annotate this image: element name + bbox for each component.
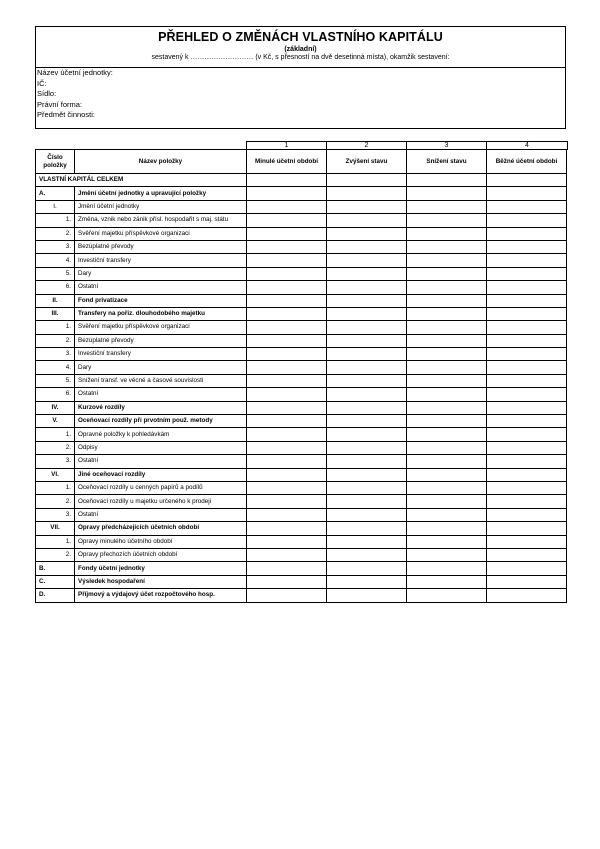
value-cell[interactable] (407, 294, 487, 307)
value-cell[interactable] (487, 415, 567, 428)
table-row (36, 455, 567, 468)
table-row (36, 508, 567, 521)
item-name: Ostatní (75, 508, 247, 521)
item-number: 3. (36, 240, 75, 253)
value-cell[interactable] (327, 254, 407, 267)
table-row (36, 428, 567, 441)
value-cell[interactable] (327, 455, 407, 468)
header-increase: Zvýšení stavu (327, 150, 407, 174)
value-cell[interactable] (327, 361, 407, 374)
value-cell[interactable] (407, 227, 487, 240)
item-number: II. (36, 294, 75, 307)
value-cell[interactable] (247, 508, 327, 521)
value-cell[interactable] (327, 495, 407, 508)
item-number: 2. (36, 227, 75, 240)
item-number: 3. (36, 348, 75, 361)
value-cell[interactable] (327, 321, 407, 334)
table-row (36, 441, 567, 454)
value-cell[interactable] (247, 481, 327, 494)
value-cell[interactable] (487, 575, 567, 588)
item-number: 6. (36, 388, 75, 401)
item-name: Jmění účetní jednotky (75, 200, 247, 213)
value-cell[interactable] (407, 495, 487, 508)
value-cell[interactable] (487, 334, 567, 347)
table-row (36, 522, 567, 535)
form-header (35, 26, 566, 68)
value-cell[interactable] (487, 227, 567, 240)
table-row (36, 575, 567, 588)
value-cell[interactable] (247, 535, 327, 548)
value-cell[interactable] (407, 535, 487, 548)
value-cell[interactable] (487, 240, 567, 253)
table-row (36, 214, 567, 227)
value-cell[interactable] (407, 548, 487, 561)
item-name: Bezúplatné převody (75, 334, 247, 347)
entity-seat-label: Sídlo: (37, 89, 57, 99)
value-cell[interactable] (327, 334, 407, 347)
table-row (36, 321, 567, 334)
item-name: Fondy účetní jednotky (75, 562, 247, 575)
value-cell[interactable] (247, 562, 327, 575)
item-name: Jiné oceňovací rozdíly (75, 468, 247, 481)
value-cell[interactable] (247, 548, 327, 561)
table-row (36, 468, 567, 481)
value-cell[interactable] (487, 562, 567, 575)
entity-activity-label: Předmět činnosti: (37, 110, 95, 120)
item-number: 3. (36, 455, 75, 468)
value-cell[interactable] (487, 200, 567, 213)
value-cell[interactable] (407, 374, 487, 387)
value-cell[interactable] (327, 575, 407, 588)
value-cell[interactable] (407, 321, 487, 334)
item-number: 5. (36, 374, 75, 387)
item-number: 1. (36, 535, 75, 548)
item-number: VII. (36, 522, 75, 535)
item-number: 5. (36, 267, 75, 280)
value-cell[interactable] (487, 495, 567, 508)
value-cell[interactable] (247, 575, 327, 588)
value-cell[interactable] (487, 294, 567, 307)
item-number: IV. (36, 401, 75, 414)
value-cell[interactable] (327, 562, 407, 575)
value-cell[interactable] (247, 374, 327, 387)
item-number: D. (36, 589, 75, 602)
item-name: Ostatní (75, 455, 247, 468)
value-cell[interactable] (247, 468, 327, 481)
item-number: I. (36, 200, 75, 213)
item-number: 1. (36, 321, 75, 334)
value-cell[interactable] (487, 267, 567, 280)
value-cell[interactable] (487, 589, 567, 602)
value-cell[interactable] (487, 548, 567, 561)
total-row (36, 174, 567, 187)
value-cell[interactable] (407, 508, 487, 521)
value-cell[interactable] (247, 174, 327, 187)
value-cell[interactable] (407, 240, 487, 253)
item-number: III. (36, 307, 75, 320)
value-cell[interactable] (487, 441, 567, 454)
value-cell[interactable] (247, 240, 327, 253)
column-number: 3 (407, 142, 487, 150)
value-cell[interactable] (247, 495, 327, 508)
value-cell[interactable] (247, 589, 327, 602)
value-cell[interactable] (327, 374, 407, 387)
table-row (36, 535, 567, 548)
column-number: 1 (247, 142, 327, 150)
value-cell[interactable] (327, 481, 407, 494)
form-subtitle: (základní) (284, 46, 317, 53)
value-cell[interactable] (327, 200, 407, 213)
item-name: Snížení transf. ve věcné a časové souvislosti (75, 374, 247, 387)
table-row (36, 562, 567, 575)
item-number: C. (36, 575, 75, 588)
item-name: Ostatní (75, 388, 247, 401)
item-number: 2. (36, 334, 75, 347)
value-cell[interactable] (247, 401, 327, 414)
value-cell[interactable] (407, 254, 487, 267)
table-row (36, 388, 567, 401)
table-row (36, 200, 567, 213)
value-cell[interactable] (487, 508, 567, 521)
value-cell[interactable] (487, 348, 567, 361)
table-row (36, 187, 567, 200)
item-number: V. (36, 415, 75, 428)
value-cell[interactable] (247, 455, 327, 468)
item-name: Opravy minulého účetního období (75, 535, 247, 548)
item-name: Kurzové rozdíly (75, 401, 247, 414)
value-cell[interactable] (407, 589, 487, 602)
item-number: 1. (36, 428, 75, 441)
item-name: Svěření majetku příspěvkové organizaci (75, 227, 247, 240)
value-cell[interactable] (327, 187, 407, 200)
item-number: A. (36, 187, 75, 200)
value-cell[interactable] (407, 388, 487, 401)
value-cell[interactable] (407, 428, 487, 441)
item-name: Dary (75, 361, 247, 374)
value-cell[interactable] (407, 441, 487, 454)
value-cell[interactable] (487, 187, 567, 200)
value-cell[interactable] (407, 415, 487, 428)
value-cell[interactable] (247, 214, 327, 227)
item-number: 3. (36, 508, 75, 521)
value-cell[interactable] (327, 415, 407, 428)
item-name: Investiční transfery (75, 348, 247, 361)
column-number: 2 (327, 142, 407, 150)
table-row (36, 361, 567, 374)
table-row (36, 348, 567, 361)
value-cell[interactable] (487, 174, 567, 187)
header-item-number: Číslo položky (36, 150, 75, 174)
value-cell[interactable] (327, 441, 407, 454)
item-number: 6. (36, 281, 75, 294)
value-cell[interactable] (247, 294, 327, 307)
item-name: Jmění účetní jednotky a upravující položky (75, 187, 247, 200)
value-cell[interactable] (247, 281, 327, 294)
value-cell[interactable] (407, 562, 487, 575)
table-row (36, 374, 567, 387)
value-cell[interactable] (327, 388, 407, 401)
value-cell[interactable] (487, 254, 567, 267)
value-cell[interactable] (247, 200, 327, 213)
value-cell[interactable] (327, 401, 407, 414)
table-row (36, 415, 567, 428)
item-number: 2. (36, 441, 75, 454)
table-row (36, 307, 567, 320)
value-cell[interactable] (247, 254, 327, 267)
value-cell[interactable] (407, 281, 487, 294)
item-name: Dary (75, 267, 247, 280)
table-row (36, 589, 567, 602)
item-number: B. (36, 562, 75, 575)
value-cell[interactable] (407, 348, 487, 361)
item-name: Transfery na pořiz. dlouhodobého majetku (75, 307, 247, 320)
item-number: 2. (36, 548, 75, 561)
item-number: VI. (36, 468, 75, 481)
value-cell[interactable] (247, 522, 327, 535)
item-name: Odpisy (75, 441, 247, 454)
item-name: Bezúplatné převody (75, 240, 247, 253)
value-cell[interactable] (407, 468, 487, 481)
value-cell[interactable] (487, 307, 567, 320)
item-name: Oceňovací rozdíly u cenných papírů a podílů (75, 481, 247, 494)
value-cell[interactable] (487, 388, 567, 401)
value-cell[interactable] (407, 307, 487, 320)
value-cell[interactable] (247, 267, 327, 280)
value-cell[interactable] (407, 361, 487, 374)
value-cell[interactable] (487, 428, 567, 441)
value-cell[interactable] (487, 401, 567, 414)
item-name: Fond privatizace (75, 294, 247, 307)
value-cell[interactable] (407, 334, 487, 347)
value-cell[interactable] (247, 227, 327, 240)
value-cell[interactable] (487, 321, 567, 334)
value-cell[interactable] (487, 214, 567, 227)
value-cell[interactable] (487, 468, 567, 481)
value-cell[interactable] (247, 348, 327, 361)
table-row (36, 334, 567, 347)
item-name: Změna, vznik nebo zánik přísl. hospodařit s maj. státu (75, 214, 247, 227)
value-cell[interactable] (487, 281, 567, 294)
value-cell[interactable] (487, 481, 567, 494)
item-name: Oceňovací rozdíly u majetku určeného k prodeji (75, 495, 247, 508)
value-cell[interactable] (247, 307, 327, 320)
value-cell[interactable] (327, 522, 407, 535)
table-row (36, 481, 567, 494)
value-cell[interactable] (327, 267, 407, 280)
value-cell[interactable] (327, 307, 407, 320)
entity-info-box (35, 67, 566, 129)
value-cell[interactable] (487, 361, 567, 374)
table-row (36, 495, 567, 508)
item-name: Opravné položky k pohledávkám (75, 428, 247, 441)
value-cell[interactable] (407, 267, 487, 280)
value-cell[interactable] (247, 428, 327, 441)
table-row (36, 227, 567, 240)
table-row (36, 254, 567, 267)
value-cell[interactable] (327, 348, 407, 361)
header-decrease: Snížení stavu (407, 150, 487, 174)
table-row (36, 281, 567, 294)
value-cell[interactable] (407, 481, 487, 494)
value-cell[interactable] (247, 361, 327, 374)
item-name: Investiční transfery (75, 254, 247, 267)
item-name: Opravy přechozích účetních období (75, 548, 247, 561)
value-cell[interactable] (407, 187, 487, 200)
value-cell[interactable] (407, 455, 487, 468)
value-cell[interactable] (327, 535, 407, 548)
table-row (36, 401, 567, 414)
value-cell[interactable] (327, 174, 407, 187)
value-cell[interactable] (407, 575, 487, 588)
value-cell[interactable] (247, 334, 327, 347)
total-row-label: VLASTNÍ KAPITÁL CELKEM (36, 174, 247, 187)
value-cell[interactable] (327, 214, 407, 227)
entity-legal-form-label: Právní forma: (37, 99, 83, 109)
table-row (36, 294, 567, 307)
item-name: Opravy předcházejících účetních období (75, 522, 247, 535)
value-cell[interactable] (407, 401, 487, 414)
item-number: 4. (36, 254, 75, 267)
table-row (36, 548, 567, 561)
value-cell[interactable] (327, 508, 407, 521)
item-name: Příjmový a výdajový účet rozpočtového hosp. (75, 589, 247, 602)
value-cell[interactable] (247, 415, 327, 428)
value-cell[interactable] (407, 200, 487, 213)
item-name: Výsledek hospodaření (75, 575, 247, 588)
item-number: 1. (36, 481, 75, 494)
value-cell[interactable] (487, 522, 567, 535)
value-cell[interactable] (327, 468, 407, 481)
value-cell[interactable] (327, 240, 407, 253)
header-current-period: Běžné účetní období (487, 150, 567, 174)
value-cell[interactable] (247, 187, 327, 200)
value-cell[interactable] (327, 294, 407, 307)
value-cell[interactable] (407, 214, 487, 227)
entity-name-label: Název účetní jednotky: (37, 68, 113, 77)
table-row (36, 240, 567, 253)
item-number: 1. (36, 214, 75, 227)
item-name: Svěření majetku příspěvkové organizaci (75, 321, 247, 334)
item-name: Oceňovací rozdíly při prvotním použ. metody (75, 415, 247, 428)
header-item-name: Název položky (75, 150, 247, 174)
item-number: 2. (36, 495, 75, 508)
value-cell[interactable] (247, 388, 327, 401)
value-cell[interactable] (247, 321, 327, 334)
value-cell[interactable] (327, 428, 407, 441)
item-name: Ostatní (75, 281, 247, 294)
value-cell[interactable] (487, 535, 567, 548)
value-cell[interactable] (487, 455, 567, 468)
value-cell[interactable] (327, 548, 407, 561)
table-row (36, 267, 567, 280)
value-cell[interactable] (327, 281, 407, 294)
value-cell[interactable] (407, 522, 487, 535)
value-cell[interactable] (327, 589, 407, 602)
item-number: 4. (36, 361, 75, 374)
value-cell[interactable] (247, 441, 327, 454)
entity-id-label: IČ: (37, 78, 47, 88)
table-header-row (36, 150, 567, 174)
header-previous-period: Minulé účetní období (247, 150, 327, 174)
form-title: PŘEHLED O ZMĚNÁCH VLASTNÍHO KAPITÁLU (158, 30, 443, 44)
value-cell[interactable] (327, 227, 407, 240)
form-date-line: sestavený k ……………………… (v Kč, s přesností na dvě desetinná místa), okamžik sestavení: (151, 54, 450, 61)
column-number: 4 (487, 142, 568, 150)
value-cell[interactable] (487, 374, 567, 387)
capital-changes-table (35, 149, 567, 603)
value-cell[interactable] (407, 174, 487, 187)
